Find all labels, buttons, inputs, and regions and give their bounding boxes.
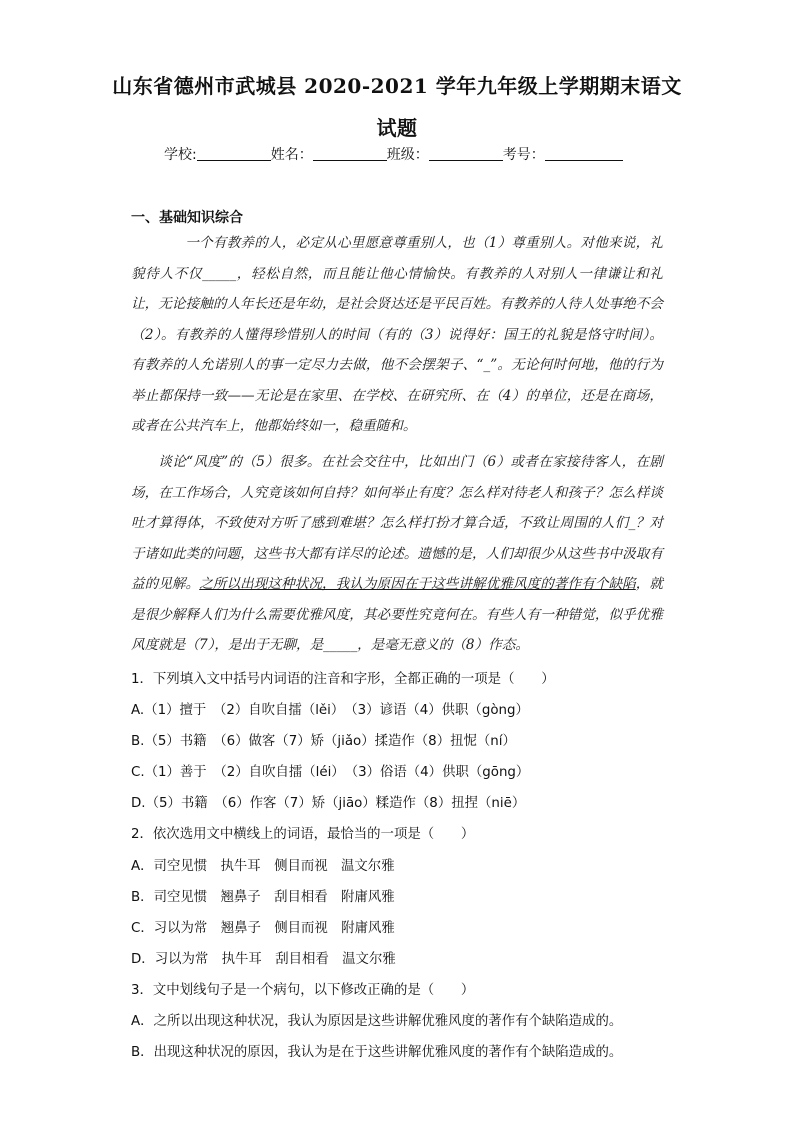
- passage-p2-text-b: ，就是很少解释人们为什么需要优雅风度，其必要性究竟何在。有些人有一种错觉，似乎优雅风度就是（7），是出于无聊，是_____，是毫无意义的（8）作态。: [131, 576, 664, 653]
- underlined-sentence: 之所以出现这种状况，我认为原因在于这些讲解优雅风度的著作有个缺陷: [199, 576, 636, 592]
- student-info-row: [164, 144, 623, 164]
- option-2c: C．习以为常 翘鼻子 侧目而视 附庸风雅: [131, 920, 395, 936]
- option-1c: C.（1）善于 （2）自吹自擂（léi） （3）俗语（4）供职（gōng）: [131, 765, 530, 781]
- class-blank: [429, 146, 503, 161]
- question-3: 3．文中划线句子是一个病句，以下修改正确的是（ ）: [131, 982, 475, 998]
- option-1a: A.（1）擅于 （2）自吹自擂（lěi） （3）谚语（4）供职（gòng）: [131, 703, 529, 719]
- exam-title-line2: 试题: [376, 116, 418, 140]
- option-3b: B．出现这种状况的原因，我认为是在于这些讲解优雅风度的著作有个缺陷造成的。: [131, 1045, 623, 1061]
- passage-p2-text-a: 谈论“风度”的（5）很多。在社会交往中，比如出门（6）或者在家接待客人，在剧场，在工作场合，人究竟该如何自持？如何举止有度？怎么样对待老人和孩子？怎么样谈吐才算得体，不致使对方听了感到难堪？怎么样打扮才算合适，不致让周围的人们_？对于诸如此类的问题，这些书大都有详尽的论述。遗憾的是，人们却很少从这些书中汲取有益的见解。: [131, 454, 663, 592]
- name-blank: [313, 146, 387, 161]
- name-label: 姓名：: [270, 147, 313, 163]
- class-label: 班级：: [386, 147, 429, 163]
- passage-paragraph-2: [131, 447, 663, 661]
- question-list: [131, 664, 691, 1068]
- option-2a: A．司空见惯 执牛耳 侧目而视 温文尔雅: [131, 858, 395, 874]
- school-label: 学校:: [164, 147, 197, 163]
- option-2b: B．司空见惯 翘鼻子 刮目相看 附庸风雅: [131, 889, 395, 905]
- number-blank: [545, 146, 623, 161]
- exam-title-line1: 山东省德州市武城县 2020-2021 学年九年级上学期期末语文: [112, 74, 682, 98]
- option-2d: D．习以为常 执牛耳 刮目相看 温文尔雅: [131, 951, 396, 967]
- section-heading: 一、基础知识综合: [131, 210, 243, 226]
- passage-p1-text: 一个有教养的人，必定从心里愿意尊重别人，也（1）尊重别人。对他来说，礼貌待人不仅_____，轻松自然，而且能让他心情愉快。有教养的人对别人一律谦让和礼让，无论接触的人年长还是年幼，是社会贤达还是平民百姓。有教养的人待人处事绝不会（2）。有教养的人懂得珍惜别人的时间（有的（3）说得好：国王的礼貌是恪守时间）。有教养的人允诺别人的事一定尽力去做，他不会摆架子、“_”。无论何时何地，他的行为举止都保持一致——无论是在家里、在学校、在研究所、在（4）的单位，还是在商场，或者在公共汽车上，他都始终如一，稳重随和。: [131, 235, 663, 434]
- question-2: 2．依次选用文中横线上的词语，最恰当的一项是（ ）: [131, 827, 475, 843]
- passage-paragraph-1: [131, 228, 663, 442]
- option-1d: D.（5）书籍 （6）作客（7）矫（jiāo）糅造作（8）扭捏（niē）: [131, 796, 526, 812]
- number-label: 考号：: [502, 147, 545, 163]
- option-3a: A．之所以出现这种状况，我认为原因是这些讲解优雅风度的著作有个缺陷造成的。: [131, 1014, 623, 1030]
- question-1: 1．下列填入文中括号内词语的注音和字形，全都正确的一项是（ ）: [131, 672, 555, 687]
- option-1b: B.（5）书籍 （6）做客（7）矫（jiǎo）揉造作（8）扭怩（ní）: [131, 734, 516, 750]
- school-blank: [197, 146, 271, 161]
